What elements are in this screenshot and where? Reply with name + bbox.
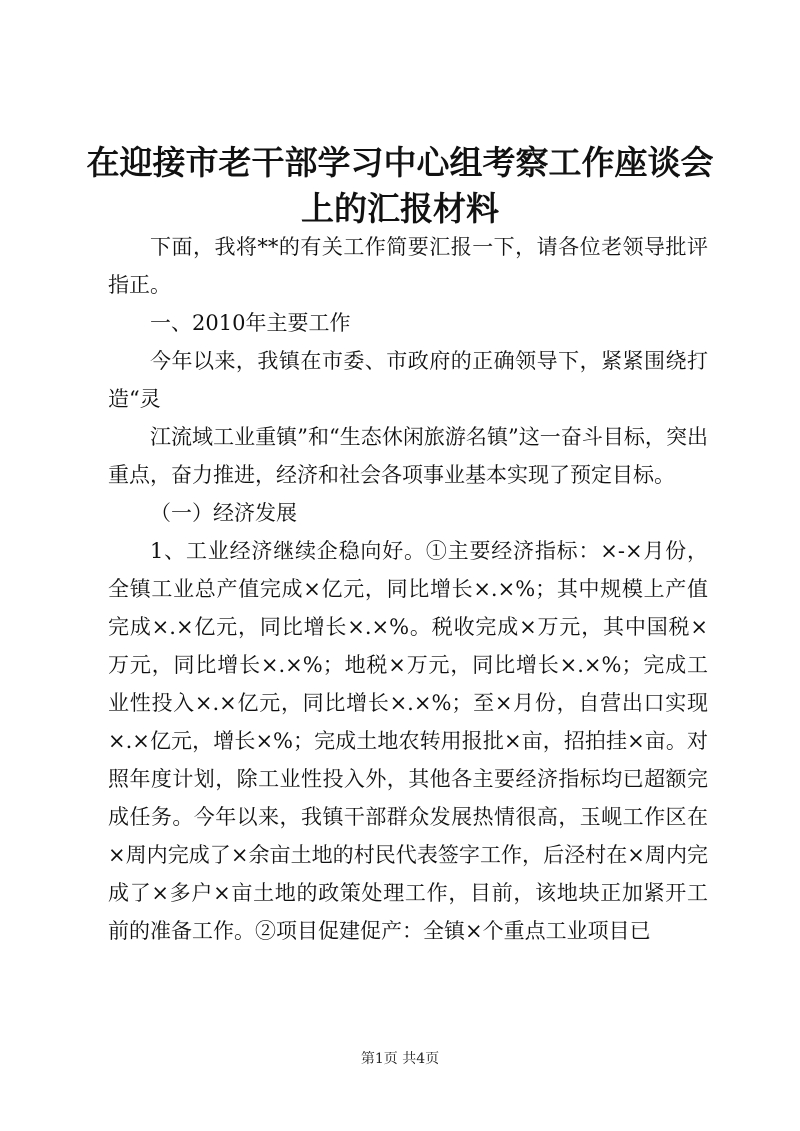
section-heading-main-work: 一、2010年主要工作 <box>150 311 351 335</box>
paragraph-overview-start: 今年以来，我镇在市委、市政府的正确领导下，紧紧围绕打造“灵 <box>108 349 708 411</box>
paragraph-intro: 下面，我将**的有关工作简要汇报一下，请各位老领导批评指正。 <box>108 235 708 297</box>
paragraph-industrial-economy: 1、工业经济继续企稳向好。①主要经济指标：×-×月份，全镇工业总产值完成×亿元，同比增长×.×%；其中规模上产值完成×.×亿元，同比增长×.×%。税收完成×万元，其中国税×万元，同比增长×.×%；地税×万元，同比增长×.×%；完成工业性投入×.×亿元，同比增长×.×%；至×月份，自营出口实现×.×亿元，增长×%；完成土地农转用报批×亩，招拍挂×亩。对照年度计划，除工业性投入外，其他各主要经济指标均已超额完成任务。今年以来，我镇干部群众发展热情很高，玉岘工作区在×周内完成了×余亩土地的村民代表签字工作，后泾村在×周内完成了×多户×亩土地的政策处理工作，目前，该地块正加紧开工前的准备工作。②项目促建促产：全镇×个重点工业项目已 <box>108 539 708 943</box>
document-title: 在迎接市老干部学习中心组考察工作座谈会上的汇报材料 <box>86 143 714 228</box>
document-body <box>108 228 708 950</box>
subsection-heading-economy: （一）经济发展 <box>150 501 297 525</box>
page-number-footer: 第1页 共4页 <box>360 1051 440 1067</box>
paragraph-overview-continued: 江流域工业重镇”和“生态休闲旅游名镇”这一奋斗目标，突出重点，奋力推进，经济和社会各项事业基本实现了预定目标。 <box>108 425 708 487</box>
